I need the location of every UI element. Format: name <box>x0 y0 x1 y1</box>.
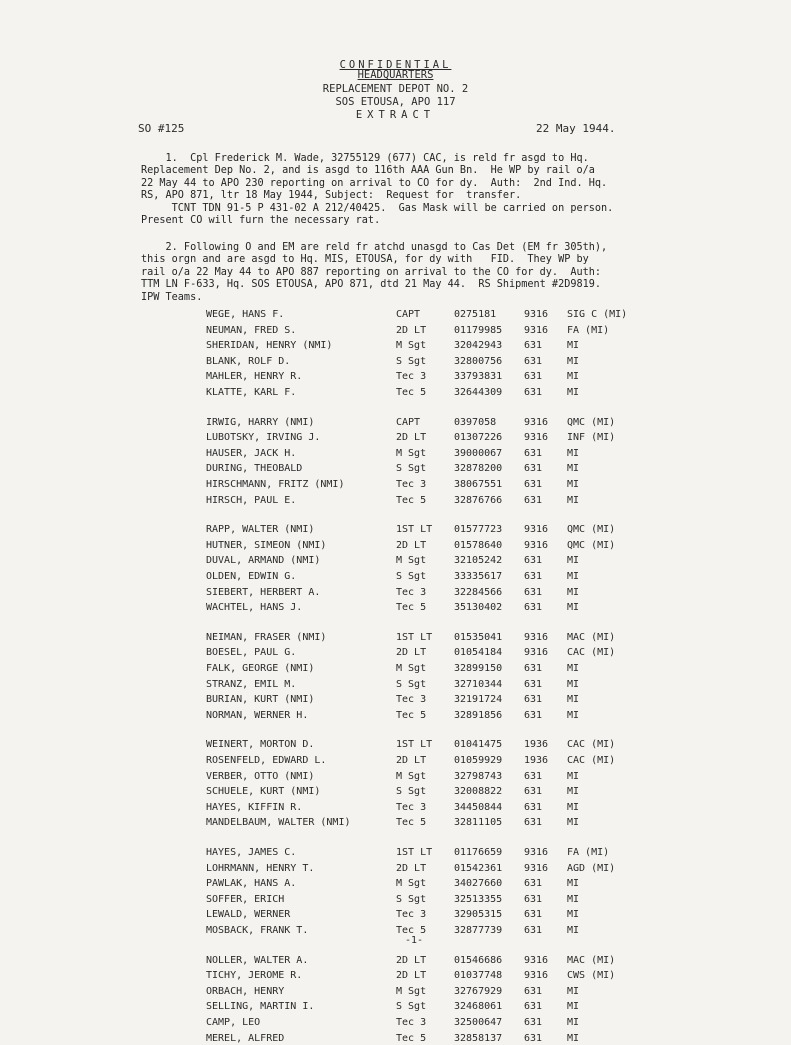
roster-name: BURIAN, KURT (NMI) <box>206 694 315 706</box>
roster-mos: 631 <box>524 985 543 997</box>
roster-row <box>0 755 791 767</box>
roster-name: WEINERT, MORTON D. <box>206 739 315 751</box>
roster-branch: MI <box>567 447 580 459</box>
roster-name: PAWLAK, HANS A. <box>206 878 297 890</box>
roster-serial: 01546686 <box>454 954 503 966</box>
roster-rank: M Sgt <box>396 447 427 459</box>
roster-row <box>0 555 791 567</box>
roster-row <box>0 340 791 352</box>
roster-rank: 1ST LT <box>396 739 433 751</box>
roster-rank: S Sgt <box>396 571 427 582</box>
roster-serial: 01577723 <box>454 524 503 536</box>
roster-serial: 33335617 <box>454 571 503 582</box>
roster-row <box>0 679 791 691</box>
roster-rank: Tec 5 <box>396 494 427 506</box>
roster-serial: 39000067 <box>454 447 503 459</box>
roster-serial: 32191724 <box>454 694 503 706</box>
roster-branch: MI <box>567 555 580 567</box>
roster-rank: M Sgt <box>396 663 427 674</box>
roster-rank: M Sgt <box>396 878 427 890</box>
roster-name: NEUMAN, FRED S. <box>206 324 297 336</box>
roster-serial: 01176659 <box>454 847 503 858</box>
roster-mos: 9316 <box>524 524 549 536</box>
roster-mos: 1936 <box>524 755 549 766</box>
roster-branch: INF (MI) <box>567 432 616 444</box>
roster-mos: 9316 <box>524 324 549 336</box>
roster-row <box>0 448 791 460</box>
roster-branch: MAC (MI) <box>567 631 616 643</box>
roster-mos: 9316 <box>524 847 549 858</box>
roster-row <box>0 479 791 491</box>
roster-row <box>0 802 791 814</box>
roster-row <box>0 524 791 536</box>
roster-branch: QMC (MI) <box>567 416 616 428</box>
roster-branch: MI <box>567 371 580 383</box>
roster-name: BLANK, ROLF D. <box>206 355 291 367</box>
roster-branch: QMC (MI) <box>567 539 616 551</box>
page-number: -1- <box>405 935 424 946</box>
roster-branch: MI <box>567 786 580 798</box>
roster-mos: 631 <box>524 663 543 674</box>
classification-header: CONFIDENTIAL <box>339 59 452 71</box>
roster-row <box>0 970 791 982</box>
roster-name: LEWALD, WERNER <box>206 909 291 921</box>
roster-mos: 9316 <box>524 432 549 444</box>
roster-rank: S Sgt <box>396 463 427 475</box>
roster-serial: 01059929 <box>454 755 503 766</box>
roster-mos: 631 <box>524 909 543 921</box>
roster-branch: MI <box>567 770 580 782</box>
roster-mos: 9316 <box>524 954 549 966</box>
roster-name: SELLING, MARTIN I. <box>206 1001 315 1013</box>
roster-mos: 631 <box>524 1017 543 1028</box>
roster-branch: MI <box>567 1017 580 1028</box>
roster-name: KLATTE, KARL F. <box>206 387 297 398</box>
roster-serial: 32800756 <box>454 355 503 367</box>
roster-rank: Tec 3 <box>396 371 427 383</box>
roster-rank: Tec 5 <box>396 817 427 829</box>
roster-branch: MI <box>567 925 580 936</box>
roster-rank: S Sgt <box>396 893 427 905</box>
roster-mos: 631 <box>524 801 543 813</box>
roster-name: HIRSCHMANN, FRITZ (NMI) <box>206 479 345 490</box>
roster-serial: 34027660 <box>454 878 503 890</box>
roster-row <box>0 694 791 706</box>
roster-rank: M Sgt <box>396 770 427 782</box>
roster-serial: 32500647 <box>454 1017 503 1028</box>
roster-name: LOHRMANN, HENRY T. <box>206 862 315 874</box>
roster-mos: 631 <box>524 709 543 721</box>
roster-serial: 32008822 <box>454 786 503 798</box>
roster-rank: Tec 3 <box>396 801 427 813</box>
roster-rank: Tec 5 <box>396 1032 427 1044</box>
roster-name: SIEBERT, HERBERT A. <box>206 586 321 598</box>
roster-serial: 32891856 <box>454 709 503 721</box>
roster-mos: 631 <box>524 1032 543 1044</box>
roster-serial: 01041475 <box>454 739 503 751</box>
roster-mos: 631 <box>524 770 543 782</box>
roster-mos: 1936 <box>524 739 549 751</box>
unit-location: SOS ETOUSA, APO 117 <box>335 96 456 108</box>
roster-name: TICHY, JEROME R. <box>206 970 303 982</box>
roster-serial: 32710344 <box>454 678 503 690</box>
roster-name: HIRSCH, PAUL E. <box>206 494 297 506</box>
roster-row <box>0 495 791 507</box>
roster-branch: MI <box>567 602 580 614</box>
roster-row <box>0 663 791 675</box>
roster-row <box>0 847 791 859</box>
roster-mos: 631 <box>524 463 543 475</box>
roster-mos: 9316 <box>524 539 549 551</box>
roster-rank: Tec 3 <box>396 694 427 706</box>
roster-serial: 32468061 <box>454 1001 503 1013</box>
roster-serial: 32284566 <box>454 586 503 598</box>
roster-serial: 32877739 <box>454 925 503 936</box>
roster-branch: MI <box>567 340 580 352</box>
roster-mos: 631 <box>524 340 543 352</box>
roster-row <box>0 571 791 583</box>
roster-branch: MI <box>567 694 580 706</box>
roster-mos: 631 <box>524 555 543 567</box>
roster-branch: MI <box>567 355 580 367</box>
roster-serial: 32876766 <box>454 494 503 506</box>
roster-mos: 631 <box>524 786 543 798</box>
roster-row <box>0 710 791 722</box>
roster-branch: FA (MI) <box>567 847 610 858</box>
roster-row <box>0 371 791 383</box>
roster-serial: 32878200 <box>454 463 503 475</box>
roster-mos: 9316 <box>524 970 549 982</box>
roster-row <box>0 925 791 937</box>
roster-name: HUTNER, SIMEON (NMI) <box>206 539 327 551</box>
roster-branch: MI <box>567 494 580 506</box>
roster-mos: 631 <box>524 371 543 383</box>
roster-branch: MAC (MI) <box>567 954 616 966</box>
roster-rank: Tec 5 <box>396 602 427 614</box>
roster-row <box>0 587 791 599</box>
roster-mos: 631 <box>524 893 543 905</box>
roster-row <box>0 632 791 644</box>
roster-row <box>0 771 791 783</box>
roster-row <box>0 1001 791 1013</box>
roster-row <box>0 309 791 321</box>
paragraph-1: 1. Cpl Frederick M. Wade, 32755129 (677) CAC, is reld fr asgd to Hq. Replacement Dep No. 2, and is asgd to 116th AAA Gun Bn. He WP by rail o/a 22 May 44 to APO 230 reporting on arrival to CO for dy. Auth: 2nd Ind. Hq. RS, APO 871, ltr 18 May 1944, Subject: Request for transfer. TCNT TDN 91-5 P 431-02 A 212/40425. Gas Mask will be carried on person. Present CO will furn the necessary rat. <box>141 153 614 227</box>
roster-rank: S Sgt <box>396 355 427 367</box>
roster-row <box>0 894 791 906</box>
roster-serial: 01542361 <box>454 862 503 874</box>
roster-row <box>0 325 791 337</box>
roster-serial: 38067551 <box>454 479 503 490</box>
roster-serial: 32798743 <box>454 770 503 782</box>
roster-branch: MI <box>567 1001 580 1013</box>
roster-rank: CAPT <box>396 416 421 428</box>
roster-name: MAHLER, HENRY R. <box>206 371 303 383</box>
roster-branch: MI <box>567 586 580 598</box>
roster-row <box>0 878 791 890</box>
roster-serial: 32905315 <box>454 909 503 921</box>
roster-name: LUBOTSKY, IRVING J. <box>206 432 321 444</box>
roster-branch: MI <box>567 985 580 997</box>
roster-row <box>0 417 791 429</box>
roster-mos: 9316 <box>524 416 549 428</box>
roster-mos: 631 <box>524 479 543 490</box>
roster-rank: 2D LT <box>396 970 427 982</box>
roster-name: ROSENFELD, EDWARD L. <box>206 755 327 766</box>
roster-branch: MI <box>567 1032 580 1044</box>
roster-row <box>0 1033 791 1045</box>
roster-name: STRANZ, EMIL M. <box>206 678 297 690</box>
roster-name: ORBACH, HENRY <box>206 985 285 997</box>
roster-mos: 631 <box>524 571 543 582</box>
roster-branch: CAC (MI) <box>567 755 616 766</box>
roster-serial: 01578640 <box>454 539 503 551</box>
roster-mos: 631 <box>524 602 543 614</box>
roster-mos: 9316 <box>524 631 549 643</box>
roster-branch: AGD (MI) <box>567 862 616 874</box>
roster-branch: CAC (MI) <box>567 647 616 659</box>
unit-name: REPLACEMENT DEPOT NO. 2 <box>322 83 469 95</box>
headquarters-label: HEADQUARTERS <box>357 69 434 81</box>
roster-branch: MI <box>567 893 580 905</box>
roster-name: MANDELBAUM, WALTER (NMI) <box>206 817 351 829</box>
roster-name: OLDEN, EDWIN G. <box>206 571 297 582</box>
roster-rank: Tec 5 <box>396 709 427 721</box>
roster-name: MEREL, ALFRED <box>206 1032 285 1044</box>
roster-name: IRWIG, HARRY (NMI) <box>206 416 315 428</box>
roster-row <box>0 647 791 659</box>
roster-rank: Tec 3 <box>396 909 427 921</box>
roster-rank: S Sgt <box>396 786 427 798</box>
roster-serial: 32899150 <box>454 663 503 674</box>
roster-name: VERBER, OTTO (NMI) <box>206 770 315 782</box>
roster-rank: M Sgt <box>396 985 427 997</box>
roster-serial: 35130402 <box>454 602 503 614</box>
roster-branch: MI <box>567 709 580 721</box>
roster-branch: FA (MI) <box>567 324 610 336</box>
roster-mos: 631 <box>524 878 543 890</box>
roster-rank: S Sgt <box>396 678 427 690</box>
roster-rank: Tec 3 <box>396 1017 427 1028</box>
roster-name: DURING, THEOBALD <box>206 463 303 475</box>
roster-branch: SIG C (MI) <box>567 309 628 320</box>
roster-branch: MI <box>567 387 580 398</box>
roster-mos: 631 <box>524 817 543 829</box>
roster-rank: 1ST LT <box>396 524 433 536</box>
extract-label: EXTRACT <box>355 109 436 121</box>
roster-rank: 2D LT <box>396 755 427 766</box>
roster-name: SHERIDAN, HENRY (NMI) <box>206 340 333 352</box>
roster-mos: 9316 <box>524 862 549 874</box>
roster-serial: 32858137 <box>454 1032 503 1044</box>
roster-name: FALK, GEORGE (NMI) <box>206 663 315 674</box>
roster-name: NOLLER, WALTER A. <box>206 954 309 966</box>
order-date: 22 May 1944. <box>536 122 616 135</box>
roster-serial: 32811105 <box>454 817 503 829</box>
roster-branch: CAC (MI) <box>567 739 616 751</box>
roster-row <box>0 432 791 444</box>
roster-rank: 2D LT <box>396 324 427 336</box>
roster-name: NEIMAN, FRASER (NMI) <box>206 631 327 643</box>
roster-branch: MI <box>567 479 580 490</box>
roster-rank: S Sgt <box>396 1001 427 1013</box>
roster-row <box>0 602 791 614</box>
roster-serial: 33793831 <box>454 371 503 383</box>
roster-name: DUVAL, ARMAND (NMI) <box>206 555 321 567</box>
roster-serial: 0275181 <box>454 309 497 320</box>
roster-serial: 32767929 <box>454 985 503 997</box>
roster-name: BOESEL, PAUL G. <box>206 647 297 659</box>
roster-serial: 0397058 <box>454 416 497 428</box>
roster-serial: 32042943 <box>454 340 503 352</box>
roster-mos: 631 <box>524 494 543 506</box>
roster-name: WACHTEL, HANS J. <box>206 602 303 614</box>
roster-rank: 1ST LT <box>396 847 433 858</box>
roster-serial: 01179985 <box>454 324 503 336</box>
roster-name: SCHUELE, KURT (NMI) <box>206 786 321 798</box>
roster-mos: 631 <box>524 586 543 598</box>
roster-branch: CWS (MI) <box>567 970 616 982</box>
roster-row <box>0 387 791 399</box>
roster-rank: M Sgt <box>396 555 427 567</box>
roster-row <box>0 863 791 875</box>
roster-name: HAYES, JAMES C. <box>206 847 297 858</box>
roster-name: CAMP, LEO <box>206 1017 261 1028</box>
roster-serial: 32105242 <box>454 555 503 567</box>
roster-name: HAUSER, JACK H. <box>206 447 297 459</box>
roster-rank: 2D LT <box>396 539 427 551</box>
roster-branch: MI <box>567 571 580 582</box>
roster-rank: 1ST LT <box>396 631 433 643</box>
roster-name: MOSBACK, FRANK T. <box>206 925 309 936</box>
roster-serial: 01054184 <box>454 647 503 659</box>
roster-serial: 01037748 <box>454 970 503 982</box>
roster-mos: 9316 <box>524 309 549 320</box>
roster-name: HAYES, KIFFIN R. <box>206 801 303 813</box>
paragraph-2: 2. Following O and EM are reld fr atchd unasgd to Cas Det (EM fr 305th), this orgn and are asgd to Hq. MIS, ETOUSA, for dy with FID. They WP by rail o/a 22 May 44 to APO 887 reporting on arrival to the CO for dy. Auth: TTM LN F-633, Hq. SOS ETOUSA, APO 871, dtd 21 May 44. RS Shipment #2D9819. IPW Teams. <box>141 242 608 303</box>
roster-rank: Tec 3 <box>396 479 427 490</box>
roster-name: RAPP, WALTER (NMI) <box>206 524 315 536</box>
roster-mos: 631 <box>524 694 543 706</box>
roster-row <box>0 986 791 998</box>
roster-rank: Tec 5 <box>396 925 427 936</box>
roster-name: WEGE, HANS F. <box>206 309 285 320</box>
roster-mos: 631 <box>524 387 543 398</box>
roster-serial: 32513355 <box>454 893 503 905</box>
roster-row <box>0 739 791 751</box>
roster-name: NORMAN, WERNER H. <box>206 709 309 721</box>
roster-mos: 631 <box>524 1001 543 1013</box>
roster-branch: MI <box>567 817 580 829</box>
roster-mos: 631 <box>524 678 543 690</box>
roster-row <box>0 463 791 475</box>
special-order-number: SO #125 <box>138 122 185 135</box>
roster-rank: M Sgt <box>396 340 427 352</box>
roster-rank: Tec 5 <box>396 387 427 398</box>
roster-branch: QMC (MI) <box>567 524 616 536</box>
roster-row <box>0 786 791 798</box>
roster-row <box>0 817 791 829</box>
roster-rank: Tec 3 <box>396 586 427 598</box>
roster-mos: 631 <box>524 925 543 936</box>
roster-rank: 2D LT <box>396 647 427 659</box>
roster-branch: MI <box>567 663 580 674</box>
roster-branch: MI <box>567 678 580 690</box>
roster-branch: MI <box>567 909 580 921</box>
roster-mos: 631 <box>524 355 543 367</box>
roster-mos: 9316 <box>524 647 549 659</box>
roster-row <box>0 540 791 552</box>
roster-row <box>0 909 791 921</box>
roster-branch: MI <box>567 801 580 813</box>
roster-serial: 32644309 <box>454 387 503 398</box>
roster-row <box>0 356 791 368</box>
roster-branch: MI <box>567 463 580 475</box>
roster-branch: MI <box>567 878 580 890</box>
roster-rank: 2D LT <box>396 432 427 444</box>
roster-name: SOFFER, ERICH <box>206 893 285 905</box>
roster-rank: CAPT <box>396 309 421 320</box>
roster-serial: 34450844 <box>454 801 503 813</box>
roster-row <box>0 1017 791 1029</box>
roster-rank: 2D LT <box>396 862 427 874</box>
roster-mos: 631 <box>524 447 543 459</box>
roster-row <box>0 955 791 967</box>
roster-serial: 01307226 <box>454 432 503 444</box>
roster-rank: 2D LT <box>396 954 427 966</box>
roster-serial: 01535041 <box>454 631 503 643</box>
